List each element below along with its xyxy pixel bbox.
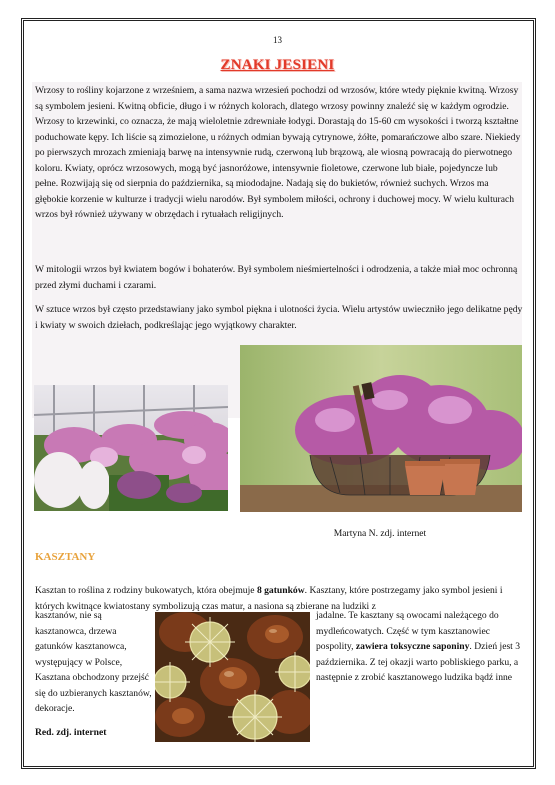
heather-photo-caption: Martyna N. zdj. internet bbox=[333, 528, 427, 539]
chestnut-section-heading: KASZTANY bbox=[35, 551, 96, 563]
heather-paragraph-3: W sztuce wrzos był często przedstawiany jako symbol piękna i ulotności życia. Wielu artystów uwieczniło jego delikatne pędy i kwiaty w swoich dziełach, podkreślając jego wyjątkowy charakter. bbox=[35, 304, 523, 331]
heather-basket-photo bbox=[240, 345, 522, 512]
chestnut-right-text-1: jadalne. Te kasztany są owocami należącego do mydleńcowatych. Część w tym kasztanowiec pospolity, bbox=[316, 610, 499, 652]
page-title: ZNAKI JESIENI bbox=[220, 57, 335, 73]
chestnut-left-column: kasztanów, nie są kasztanowca, drzewa gatunków kasztanowca, występujący w Polsce, Kasztana obchodzony przejść się do uzbieranych kasztanów, dekoracje. bbox=[35, 610, 152, 714]
heather-field-photo bbox=[34, 385, 228, 511]
page-number: 13 bbox=[273, 35, 282, 45]
chestnut-intro-text-1: Kasztan to roślina z rodziny bukowatych, która obejmuje bbox=[35, 585, 257, 596]
chestnut-right-column bbox=[316, 608, 526, 686]
chestnut-right-bold: zawiera toksyczne saponiny bbox=[355, 641, 470, 652]
chestnut-intro-text-2: . Kasztany, które postrzegamy jako symbol jesieni i których kwitnące kwiatostany symbolizują czas matur, a nasiona są zbierane na ludziki z bbox=[35, 585, 503, 612]
chestnuts-photo bbox=[155, 612, 310, 742]
chestnut-intro-bold: 8 gatunków bbox=[256, 585, 305, 596]
chestnut-right-text-2: . Dzień jest 3 października. Z tej okazji warto pobliskiego parku, a następnie z zrobić kasztanowego ludzika bądź inne bbox=[316, 641, 521, 683]
heather-paragraph-1: Wrzosy to rośliny kojarzone z wrześniem, a sama nazwa wrzesień pochodzi od wrzosów, które wtedy pięknie kwitną. Wrzosy są symbolem jesieni. Kwitną obficie, długo i w różnych kolorach, dlatego wrzosy powinny znaleźć się w każdym ogrodzie. Wrzosy to krzewinki, co oznacza, że mają wieloletnie zdrewniałe łodygi. Dorastają do 15-60 cm wysokości i tworzą kształtne poduchowate kępy. Ich liście są zimozielone, u różnych odmian bywają cytrynowe, żółte, pomarańczowe albo szare. Niekiedy po pierwszych mrozach zmieniają barwę na intensywnie rudą, czerwoną lub brązową, ale wiosną powracają do pierwotnego koloru. Kwiaty, oprócz wrzosowych, mogą być jasnoróżowe, intensywnie fioletowe, czerwone lub białe, pojedyncze lub pełne. Rozwijają się od sierpnia do października, są miododajne. Nadają się do bukietów, również suchych. Wrzos ma głębokie korzenie w kulturze i tradycji wielu narodów. Był symbolem miłości, ochrony i duchowej mocy. W wielu kulturach wrzos był również używany w obrzędach i rytuałach religijnych. bbox=[35, 85, 521, 220]
heather-paragraph-2: W mitologii wrzos był kwiatem bogów i bohaterów. Był symbolem nieśmiertelności i odrodzenia, a także miał moc ochronną przed złymi duchami i czarami. bbox=[35, 264, 518, 291]
chestnut-photo-credit: Red. zdj. internet bbox=[35, 727, 107, 738]
